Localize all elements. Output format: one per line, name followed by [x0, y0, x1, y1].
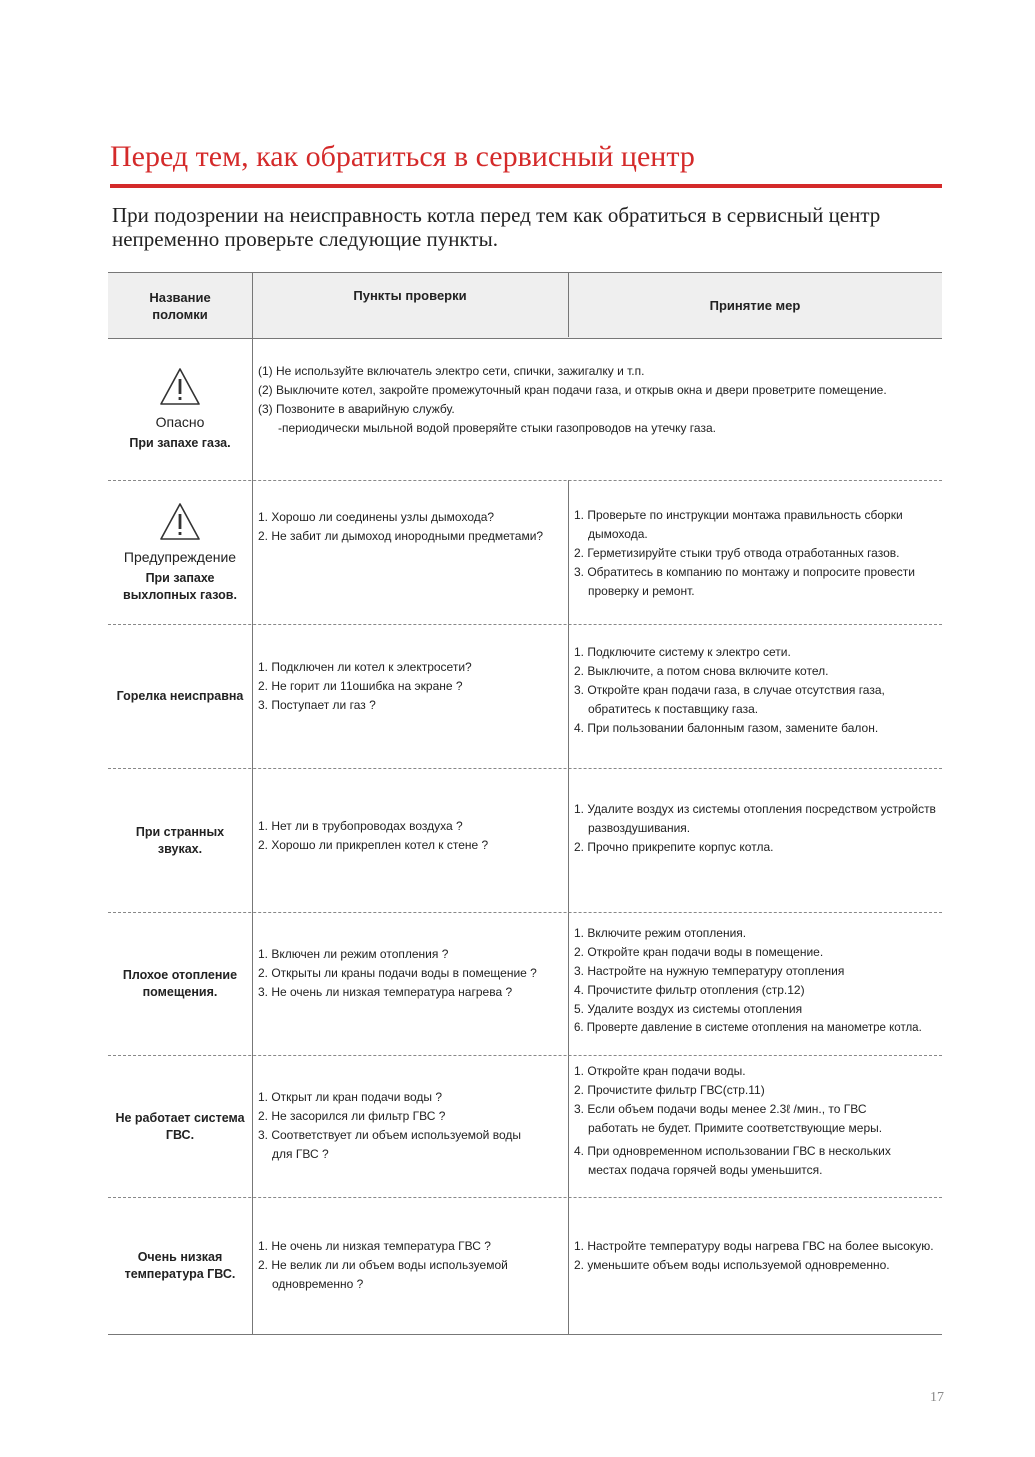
fault-name: Очень низкая температура ГВС. [124, 1250, 236, 1281]
table-row-exhaust-cause [108, 481, 252, 624]
heating-checks [258, 945, 548, 1002]
column-divider-2 [568, 480, 569, 1335]
burner-checks [258, 658, 563, 715]
fault-name: Горелка неисправна [116, 689, 244, 703]
table-row-gas-smell-cause [108, 338, 252, 480]
list-item: 4. При одновременном использовании ГВС в нескольких местах подача горячей воды уменьшится. [574, 1144, 891, 1177]
list-item: 4. Прочистите фильтр отопления (стр.12) [574, 983, 805, 997]
list-item: 1. Нет ли в трубопроводах воздуха ? [258, 819, 463, 833]
list-item: 2. Откройте кран подачи воды в помещение. [574, 945, 824, 959]
table-header [108, 272, 942, 339]
page-title: Перед тем, как обратиться в сервисный центр [110, 140, 695, 173]
list-item: 3. Настройте на нужную температуру отопления [574, 964, 845, 978]
table-row-sounds-cause [108, 769, 252, 912]
intro-text: При подозрении на неисправность котла перед тем как обратиться в сервисный центр непременно проверьте следующие пункты. [112, 203, 881, 251]
dhw-actions [574, 1062, 914, 1180]
list-item: 1. Подключен ли котел к электросети? [258, 660, 472, 674]
title-underline [110, 184, 942, 188]
list-item: (1) Не используйте включатель электро сети, спички, зажигалку и т.п. [258, 364, 645, 378]
gas-smell-instructions [258, 362, 938, 438]
list-item: 1. Откройте кран подачи воды. [574, 1064, 746, 1078]
list-item: 5. Удалите воздух из системы отопления [574, 1002, 803, 1016]
list-item: (2) Выключите котел, закройте промежуточный кран подачи газа, и открыв окна и двери проветрите помещение. [258, 383, 887, 397]
list-item: 1. Удалите воздух из системы отопления посредством устройств развоздушивания. [574, 802, 936, 835]
column-divider-2-header [568, 272, 569, 337]
list-item: 3. Если объем подачи воды менее 2.3ℓ /мин., то ГВС работать не будет. Примите соответствующие меры. [574, 1102, 883, 1135]
list-item: 4. При пользовании балонным газом, замените балон. [574, 721, 879, 735]
list-item: 1. Хорошо ли соединены узлы дымохода? [258, 510, 495, 524]
column-divider-1 [252, 272, 253, 1335]
exhaust-actions [574, 506, 940, 601]
list-item: 3. Обратитесь в компанию по монтажу и попросите провести проверку и ремонт. [574, 565, 915, 598]
list-item: (3) Позвоните в аварийную службу. [258, 402, 455, 416]
list-item: 1. Проверьте по инструкции монтажа правильность сборки дымохода. [574, 508, 903, 541]
list-item: 2. Герметизируйте стыки труб отвода отработанных газов. [574, 546, 900, 560]
list-item: 2. Хорошо ли прикреплен котел к стене ? [258, 838, 489, 852]
list-item: 2. Открыты ли краны подачи воды в помещение ? [258, 966, 537, 980]
list-item: 2. уменьшите объем воды используемой одновременно. [574, 1258, 890, 1272]
list-item: 2. Прочно прикрепите корпус котла. [574, 840, 774, 854]
header-check: Пункты проверки [353, 288, 467, 303]
list-item: -периодически мыльной водой проверяйте стыки газопроводов на утечку газа. [278, 421, 716, 435]
burner-actions [574, 643, 940, 738]
list-item: 2. Не велик ли ли объем воды используемой одновременно ? [258, 1258, 508, 1291]
list-item: 2. Прочистите фильтр ГВС(стр.11) [574, 1083, 765, 1097]
troubleshooting-table [108, 272, 942, 1335]
table-row-heating-cause [108, 913, 252, 1055]
low-dhw-temp-actions [574, 1237, 942, 1275]
fault-name: Не работает система ГВС. [115, 1110, 245, 1142]
dhw-checks [258, 1088, 543, 1164]
header-action: Принятие мер [709, 298, 801, 313]
list-item: 1. Не очень ли низкая температура ГВС ? [258, 1239, 491, 1253]
page-number: 17 [930, 1390, 944, 1405]
warning-triangle-icon [158, 501, 202, 543]
list-item: 1. Включен ли режим отопления ? [258, 947, 449, 961]
fault-name: При запахе газа. [129, 436, 231, 450]
fault-name: При запахе выхлопных газов. [123, 571, 237, 602]
table-bottom-rule [108, 1334, 942, 1335]
table-row-burner-cause [108, 625, 252, 768]
list-item: 2. Выключите, а потом снова включите котел. [574, 664, 829, 678]
danger-label: Опасно [155, 414, 205, 430]
sounds-actions [574, 800, 942, 857]
sounds-checks [258, 817, 563, 855]
list-item: 2. Не засорился ли фильтр ГВС ? [258, 1109, 446, 1123]
list-item: 3. Поступает ли газ ? [258, 698, 376, 712]
list-item: 6. Проверте давление в системе отопления на манометре котла. [574, 1022, 922, 1034]
list-item: 1. Настройте температуру воды нагрева ГВС на более высокую. [574, 1239, 934, 1253]
table-row-dhw-cause [108, 1056, 252, 1197]
table-row-low-dhw-temp-cause [108, 1198, 252, 1334]
list-item: 3. Соответствует ли объем используемой воды для ГВС ? [258, 1128, 521, 1161]
fault-name: При странных звуках. [135, 824, 225, 856]
fault-name: Плохое отопление помещения. [122, 968, 238, 999]
list-item: 3. Откройте кран подачи газа, в случае отсутствия газа, обратитесь к поставщику газа. [574, 683, 885, 716]
heating-actions [574, 924, 942, 1038]
warning-label: Предупреждение [123, 549, 237, 565]
warning-triangle-icon [158, 366, 202, 408]
list-item: 2. Не забит ли дымоход инородными предметами? [258, 529, 544, 543]
exhaust-checks [258, 508, 563, 546]
list-item: 1. Включите режим отопления. [574, 926, 747, 940]
low-dhw-temp-checks [258, 1237, 553, 1294]
list-item: 1. Открыт ли кран подачи воды ? [258, 1090, 443, 1104]
list-item: 3. Не очень ли низкая температура нагрева ? [258, 985, 513, 999]
header-fault: Название поломки [149, 289, 211, 322]
list-item: 2. Не горит ли 11ошибка на экране ? [258, 679, 463, 693]
list-item: 1. Подключите систему к электро сети. [574, 645, 791, 659]
